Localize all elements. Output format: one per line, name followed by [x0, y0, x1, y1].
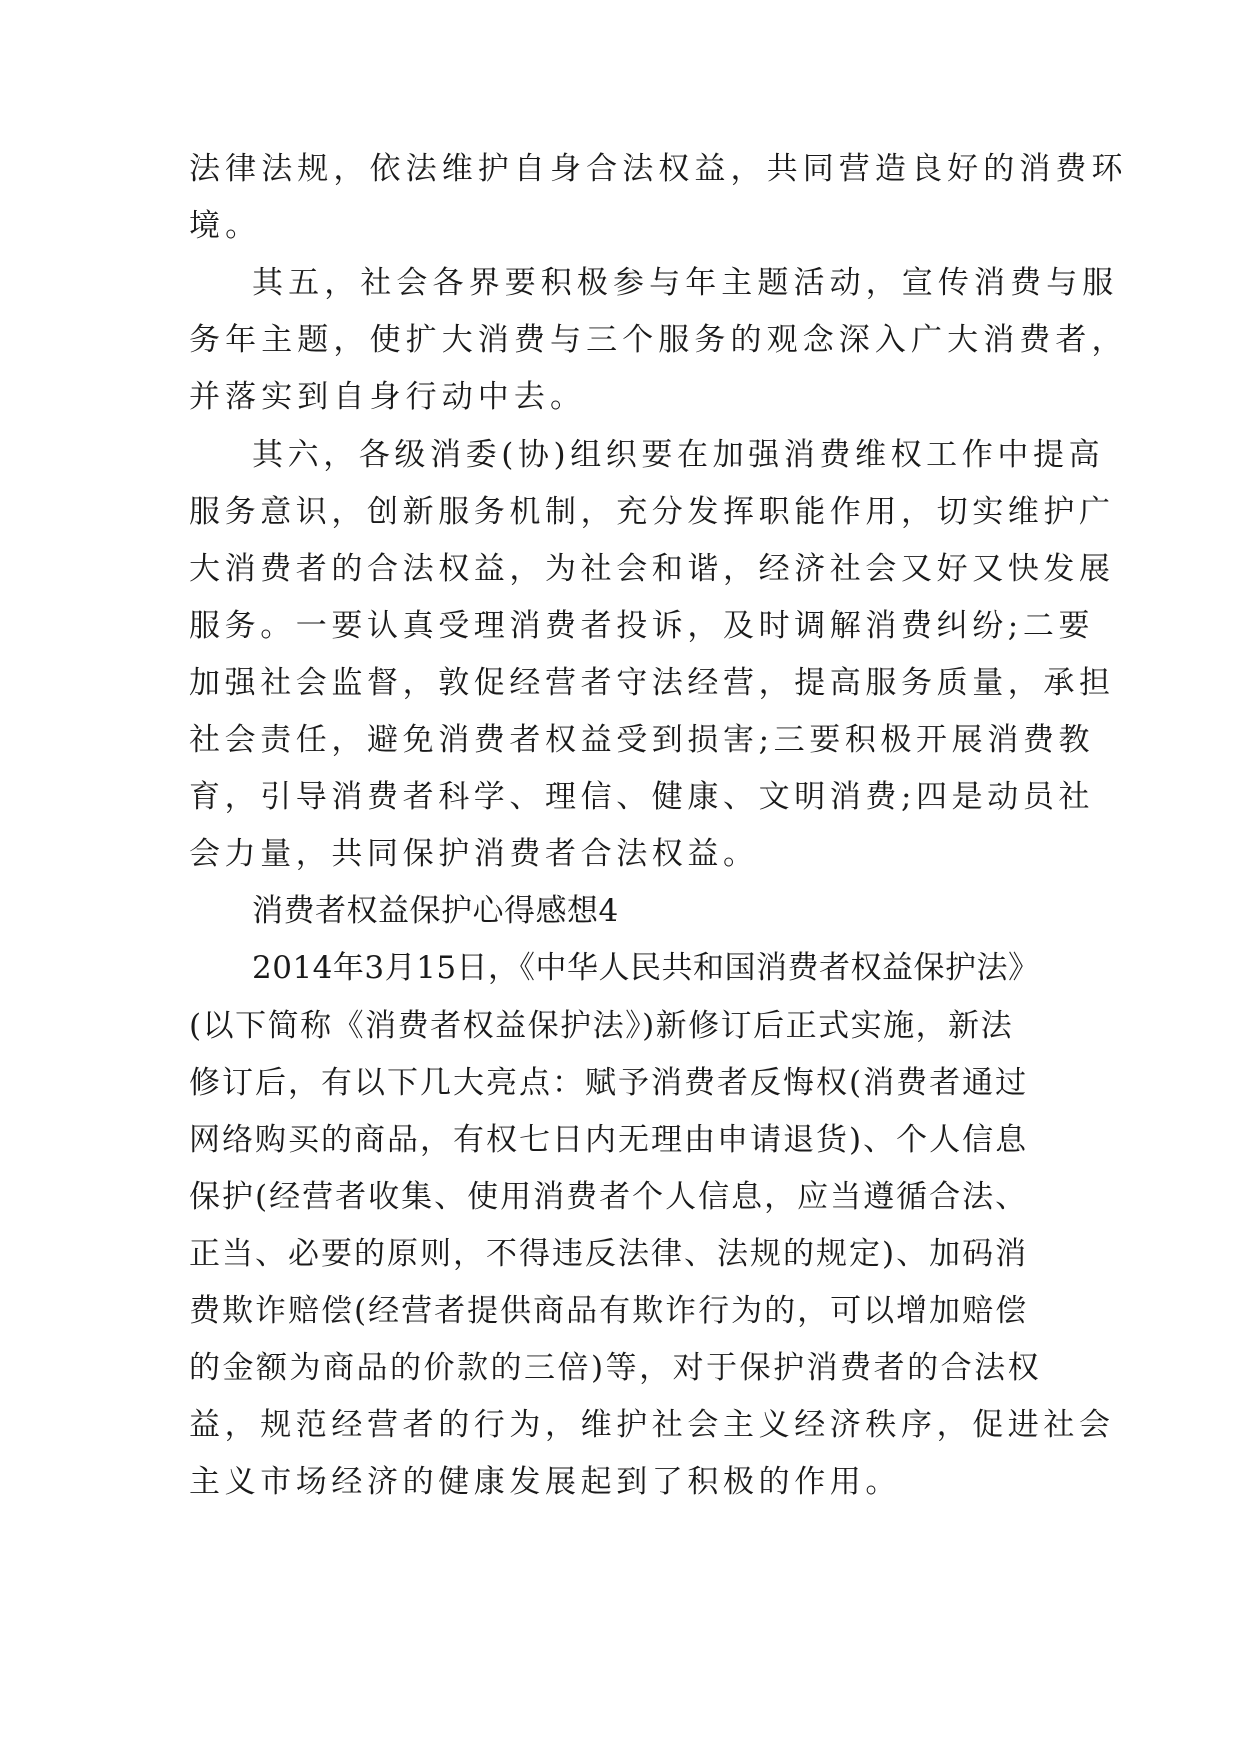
text-line: 消费者权益保护心得感想4	[252, 893, 619, 930]
text-line: 其五，社会各界要积极参与年主题活动，宣传消费与服	[252, 265, 1119, 302]
text-line: 2014年3月15日，《中华人民共和国消费者权益保护法》	[252, 950, 1040, 987]
text-line: 法律法规，依法维护自身合法权益，共同营造良好的消费环	[189, 151, 1128, 187]
text-line: 修订后，有以下几大亮点：赋予消费者反悔权(消费者通过	[189, 1064, 1029, 1101]
text-line: 其六，各级消委(协)组织要在加强消费维权工作中提高	[252, 436, 1105, 473]
text-line: 育，引导消费者科学、理信、健康、文明消费;四是动员社	[189, 779, 1095, 816]
text-line: (以下简称《消费者权益保护法》)新修订后正式实施，新法	[189, 1007, 1014, 1044]
text-line: 社会责任，避免消费者权益受到损害;三要积极开展消费教	[189, 722, 1095, 758]
text-line: 服务意识，创新服务机制，充分发挥职能作用，切实维护广	[189, 493, 1115, 530]
text-line: 主义市场经济的健康发展起到了积极的作用。	[189, 1464, 901, 1501]
text-line: 加强社会监督，敦促经营者守法经营，提高服务质量，承担	[189, 664, 1115, 701]
text-line: 会力量，共同保护消费者合法权益。	[189, 836, 759, 873]
text-line: 费欺诈赔偿(经营者提供商品有欺诈行为的，可以增加赔偿	[189, 1293, 1029, 1329]
text-line: 务年主题，使扩大消费与三个服务的观念深入广大消费者，	[189, 322, 1128, 359]
text-line: 境。	[189, 208, 262, 245]
text-line: 保护(经营者收集、使用消费者个人信息，应当遵循合法、	[189, 1178, 1029, 1215]
text-line: 网络购买的商品，有权七日内无理由申请退货)、个人信息	[189, 1121, 1029, 1158]
text-line: 益，规范经营者的行为，维护社会主义经济秩序，促进社会	[189, 1407, 1115, 1444]
text-line: 的金额为商品的价款的三倍)等，对于保护消费者的合法权	[189, 1350, 1042, 1387]
text-line: 大消费者的合法权益，为社会和谐，经济社会又好又快发展	[189, 550, 1115, 587]
text-line: 服务。一要认真受理消费者投诉，及时调解消费纠纷;二要	[189, 607, 1095, 644]
text-line: 正当、必要的原则，不得违反法律、法规的规定)、加码消	[189, 1235, 1029, 1272]
text-line: 并落实到自身行动中去。	[189, 379, 587, 416]
